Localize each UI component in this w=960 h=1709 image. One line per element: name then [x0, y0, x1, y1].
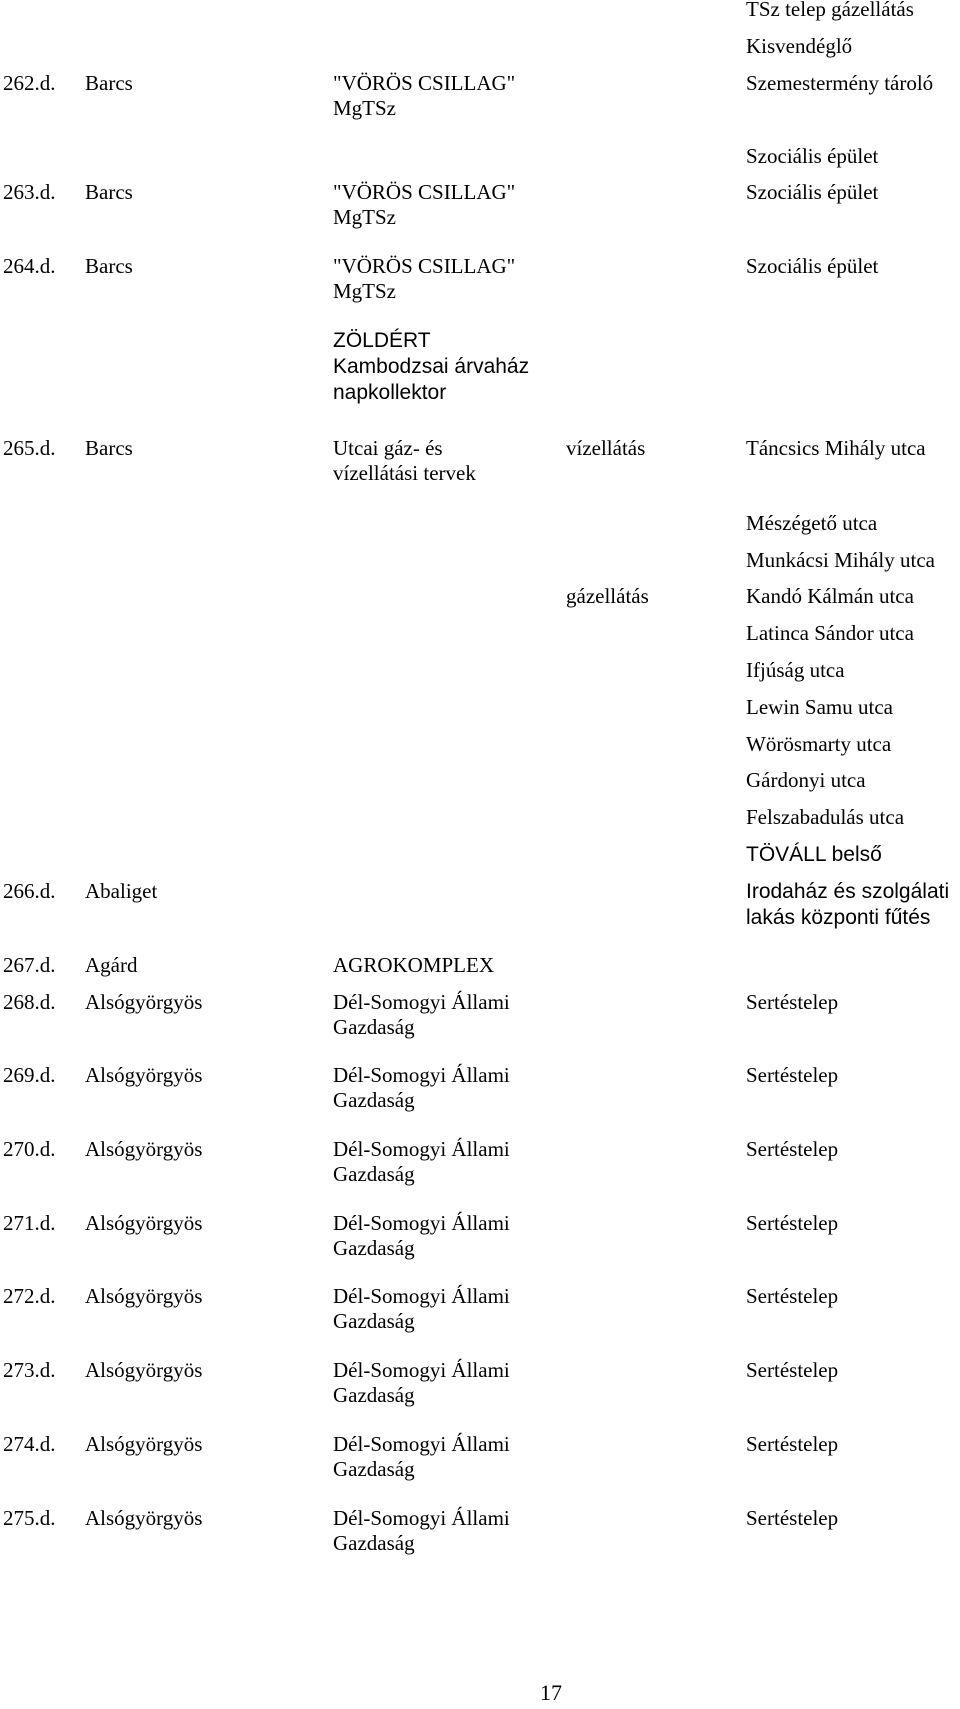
entry-organization: "VÖRÖS CSILLAG" MgTSz	[333, 180, 516, 229]
entry-number: 272.d.	[3, 1284, 56, 1308]
entry-place: Alsógyörgyös	[85, 1211, 203, 1235]
facility-text: Sertéstelep	[746, 990, 839, 1014]
entry-number: 267.d.	[3, 953, 56, 977]
street-name: Wörösmarty utca	[746, 732, 892, 756]
entry-place: Alsógyörgyös	[85, 1432, 203, 1456]
facility-text: Szociális épület	[746, 254, 879, 278]
entry-number: 264.d.	[3, 254, 56, 278]
street-name: Kandó Kálmán utca	[746, 584, 914, 608]
facility-text: Szemestermény tároló	[746, 71, 934, 95]
entry-organization: Dél-Somogyi Állami Gazdaság	[333, 1211, 510, 1260]
facility-text: Sertéstelep	[746, 1358, 839, 1382]
entry-organization: Dél-Somogyi Állami Gazdaság	[333, 1137, 510, 1186]
entry-place: Alsógyörgyös	[85, 1358, 203, 1382]
entry-place: Alsógyörgyös	[85, 1506, 203, 1530]
entry-number: 262.d.	[3, 71, 56, 95]
entry-number: 269.d.	[3, 1063, 56, 1087]
street-name: Lewin Samu utca	[746, 695, 893, 719]
supply-type: gázellátás	[566, 584, 649, 608]
street-name: Ifjúság utca	[746, 658, 845, 682]
street-name: TÖVÁLL belső	[746, 843, 882, 866]
street-name: Munkácsi Mihály utca	[746, 548, 935, 572]
entry-number: 266.d.	[3, 879, 56, 903]
entry-number: 265.d.	[3, 436, 56, 460]
entry-place: Alsógyörgyös	[85, 990, 203, 1014]
facility-text: Irodaház és szolgálati lakás központi fűtés	[746, 880, 950, 929]
facility-text: Sertéstelep	[746, 1506, 839, 1530]
entry-number: 275.d.	[3, 1506, 56, 1530]
entry-number: 268.d.	[3, 990, 56, 1014]
entry-place: Alsógyörgyös	[85, 1137, 203, 1161]
entry-organization: Dél-Somogyi Állami Gazdaság	[333, 1063, 510, 1112]
entry-place: Alsógyörgyös	[85, 1284, 203, 1308]
entry-organization: Dél-Somogyi Állami Gazdaság	[333, 1284, 510, 1333]
entry-place: Agárd	[85, 953, 138, 977]
entry-number: 274.d.	[3, 1432, 56, 1456]
page-number: 17	[540, 1680, 562, 1705]
entry-number: 263.d.	[3, 180, 56, 204]
street-name: Mészégető utca	[746, 511, 878, 535]
facility-text: Szociális épület	[746, 144, 879, 168]
entry-number: 270.d.	[3, 1137, 56, 1161]
facility-text: Sertéstelep	[746, 1284, 839, 1308]
entry-place: Barcs	[85, 254, 133, 278]
street-name: Latinca Sándor utca	[746, 621, 914, 645]
facility-text: Sertéstelep	[746, 1432, 839, 1456]
street-name: Táncsics Mihály utca	[746, 436, 926, 460]
entry-place: Abaliget	[85, 879, 158, 903]
entry-place: Barcs	[85, 71, 133, 95]
entry-number: 271.d.	[3, 1211, 56, 1235]
entry-organization: Dél-Somogyi Állami Gazdaság	[333, 990, 510, 1039]
entry-place: Alsógyörgyös	[85, 1063, 203, 1087]
entry-organization: ZÖLDÉRT Kambodzsai árvaház napkollektor	[333, 329, 530, 404]
facility-text: Sertéstelep	[746, 1211, 839, 1235]
entry-organization: Dél-Somogyi Állami Gazdaság	[333, 1506, 510, 1555]
facility-text: TSz telep gázellátás	[746, 0, 914, 21]
entry-organization: Dél-Somogyi Állami Gazdaság	[333, 1358, 510, 1407]
entry-number: 273.d.	[3, 1358, 56, 1382]
entry-organization: AGROKOMPLEX	[333, 953, 495, 977]
facility-text: Szociális épület	[746, 180, 879, 204]
entry-organization: "VÖRÖS CSILLAG" MgTSz	[333, 71, 516, 120]
street-name: Felszabadulás utca	[746, 805, 905, 829]
facility-text: Sertéstelep	[746, 1137, 839, 1161]
supply-type: vízellátás	[566, 436, 646, 460]
entry-place: Barcs	[85, 180, 133, 204]
facility-text: Kisvendéglő	[746, 34, 853, 58]
entry-organization: Dél-Somogyi Állami Gazdaság	[333, 1432, 510, 1481]
street-name: Gárdonyi utca	[746, 768, 866, 792]
entry-organization: Utcai gáz- és vízellátási tervek	[333, 436, 476, 485]
entry-organization: "VÖRÖS CSILLAG" MgTSz	[333, 254, 516, 303]
facility-text: Sertéstelep	[746, 1063, 839, 1087]
entry-place: Barcs	[85, 436, 133, 460]
